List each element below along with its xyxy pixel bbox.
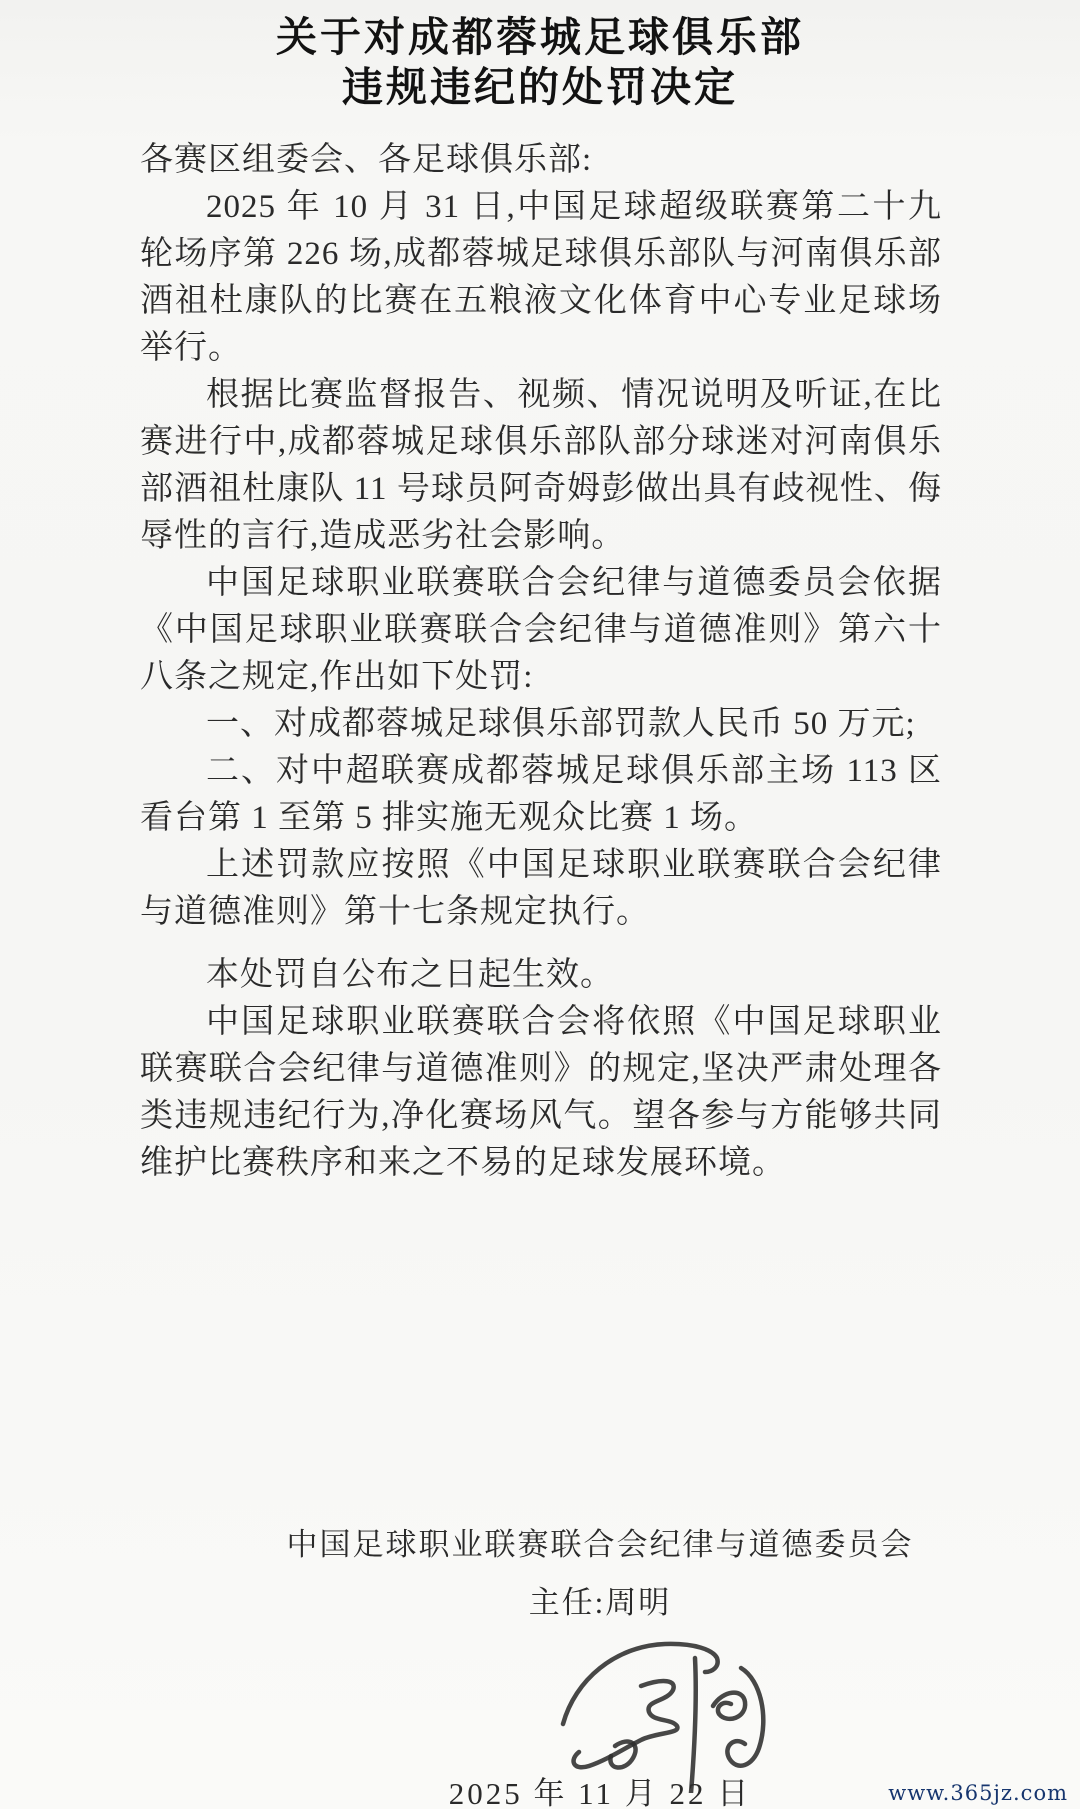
- paragraph-3: 中国足球职业联赛联合会纪律与道德委员会依据《中国足球职业联赛联合会纪律与道德准则》第六十八条之规定,作出如下处罚:: [140, 564, 942, 695]
- signoff-block: [120, 1526, 1080, 1622]
- issuing-organization: 中国足球职业联赛联合会纪律与道德委员会: [286, 1527, 914, 1562]
- title-line-1: 关于对成都蓉城足球俱乐部: [276, 14, 804, 60]
- paragraph-6: 上述罚款应按照《中国足球职业联赛联合会纪律与道德准则》第十七条规定执行。: [140, 846, 942, 930]
- document-body: [140, 137, 942, 1187]
- document-title: [70, 12, 1010, 113]
- watermark: www.365jz.com: [888, 1781, 1068, 1805]
- paragraph-8: 中国足球职业联赛联合会将依照《中国足球职业联赛联合会纪律与道德准则》的规定,坚决严肃处理各类违规违纪行为,净化赛场风气。望各参与方能够共同维护比赛秩序和来之不易的足球发展环境。: [140, 1003, 942, 1181]
- penalty-item-1: 一、对成都蓉城足球俱乐部罚款人民币 50 万元;: [206, 705, 916, 742]
- signer-title: 主任:周明: [528, 1585, 672, 1620]
- document-date: 2025 年 11 月 22 日: [448, 1776, 752, 1809]
- salutation: 各赛区组委会、各足球俱乐部:: [140, 141, 593, 178]
- paragraph-1: 2025 年 10 月 31 日,中国足球超级联赛第二十九轮场序第 226 场,成都蓉城足球俱乐部队与河南俱乐部酒祖杜康队的比赛在五粮液文化体育中心专业足球场举行。: [140, 188, 942, 366]
- title-line-2: 违规违纪的处罚决定: [342, 64, 738, 111]
- paragraph-2: 根据比赛监督报告、视频、情况说明及听证,在比赛进行中,成都蓉城足球俱乐部队部分球迷对河南俱乐部酒祖杜康队 11 号球员阿奇姆彭做出具有歧视性、侮辱性的言行,造成恶劣社会影响。: [140, 376, 942, 554]
- paragraph-7: 本处罚自公布之日起生效。: [206, 956, 614, 993]
- handwritten-signature-icon: [545, 1628, 785, 1793]
- penalty-item-2: 二、对中超联赛成都蓉城足球俱乐部主场 113 区看台第 1 至第 5 排实施无观众比赛 1 场。: [140, 752, 942, 836]
